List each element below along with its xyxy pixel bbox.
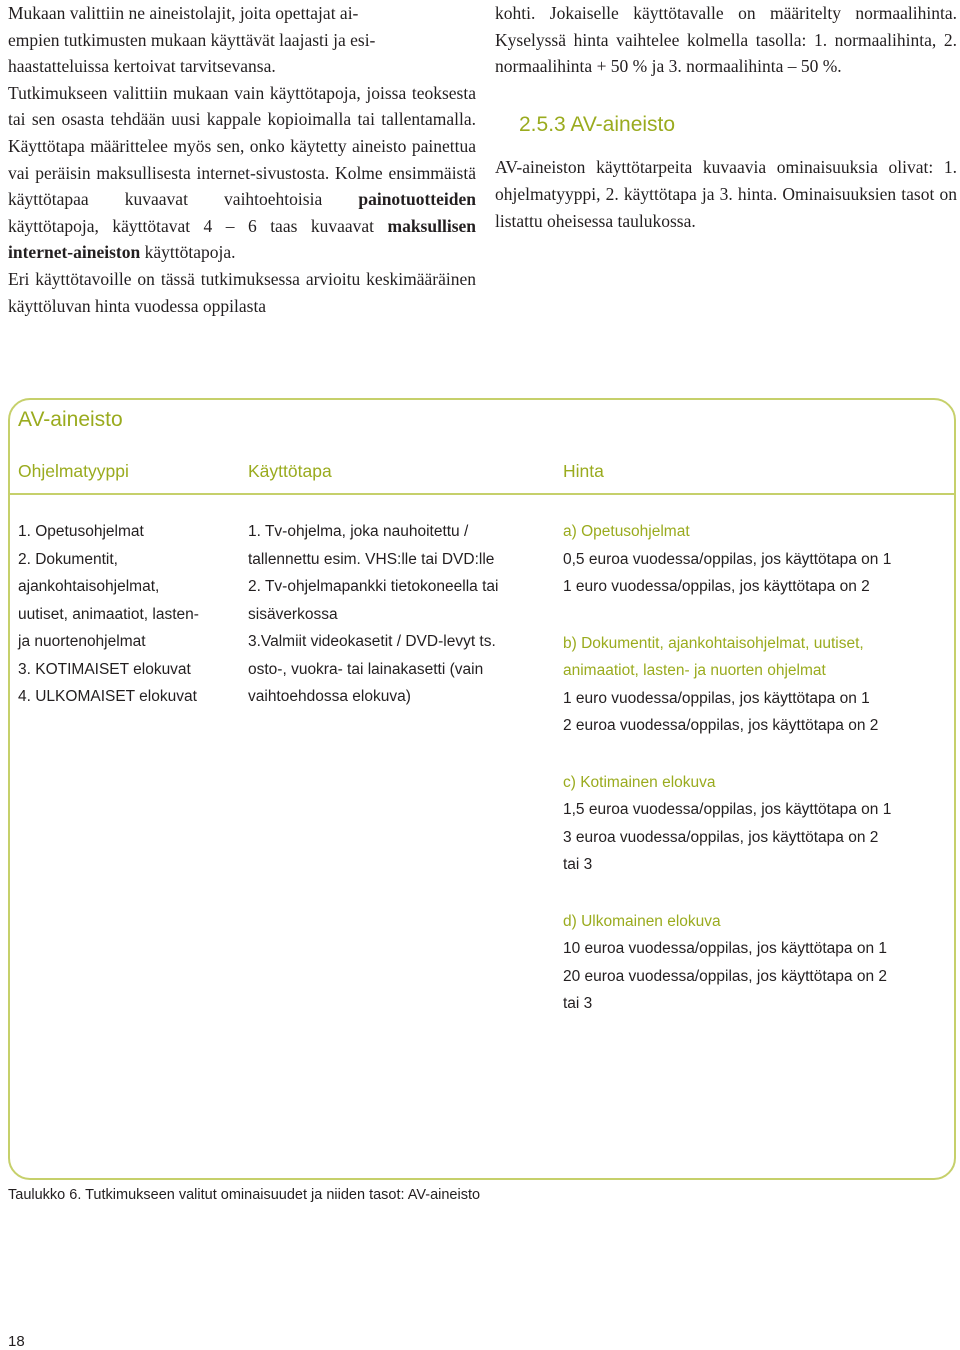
list-item: sisäverkossa: [248, 605, 338, 623]
list-item: 1. Opetusohjelmat: [18, 523, 144, 540]
price-line: tai 3: [563, 995, 593, 1012]
right-paragraph-2: AV-aineiston käyttötarpeita kuvaavia ominaisuuksia olivat: 1. ohjelmatyyppi, 2. käyttötapa ja 3. hinta. Ominaisuuksien tasot on listattu oheisessa taulukossa.: [495, 157, 957, 231]
bold-term: maksullisen internet-aineiston: [8, 215, 476, 263]
price-group-heading: b) Dokumentit, ajankohtaisohjelmat, uutiset,: [563, 634, 864, 652]
price-line: 3 euroa vuodessa/oppilas, jos käyttötapa on 2: [563, 828, 879, 846]
list-item: ja nuortenohjelmat: [18, 633, 146, 650]
list-item: 2. Dokumentit,: [18, 550, 118, 568]
list-item: 3.Valmiit videokasetit / DVD-levyt ts.: [248, 633, 496, 650]
table-caption: Taulukko 6. Tutkimukseen valitut ominaisuudet ja niiden tasot: AV-aineisto: [8, 1187, 481, 1203]
header-divider: [10, 493, 955, 495]
list-item: 2. Tv-ohjelmapankki tietokoneella tai: [248, 578, 499, 595]
list-item: uutiset, animaatiot, lasten-: [18, 605, 199, 623]
text-line: haastatteluissa kertoivat tarvitsevansa.: [8, 56, 276, 77]
text-line: Mukaan valittiin ne aineistolajit, joita opettajat ai-: [8, 3, 359, 23]
price-line: 0,5 euroa vuodessa/oppilas, jos käyttötapa on 1: [563, 550, 892, 568]
list-item: 3. KOTIMAISET elokuvat: [18, 660, 191, 678]
section-heading: 2.5.3 AV-aineisto: [519, 112, 676, 136]
text-run: Tutkimukseen valittiin mukaan vain käyttötapoja, joissa teoksesta tai sen osasta tehdään uusi kappale kopioimalla tai tallentamalla. Käyttötapa määrittelee myös sen, onko käytetty aineisto painettua vai peräisin maksullisesta internet-sivustosta. Kolme ensimmäistä käyttötapaa kuvaavat vaihtoehtoisia: [8, 82, 476, 210]
price-line: 10 euroa vuodessa/oppilas, jos käyttötapa on 1: [563, 940, 888, 957]
price-group-heading: animaatiot, lasten- ja nuorten ohjelmat: [563, 662, 826, 679]
right-text-column: [495, 0, 957, 234]
text-run: käyttötapoja.: [140, 242, 236, 263]
list-item: 1. Tv-ohjelma, joka nauhoitettu /: [248, 523, 469, 540]
left-text-column: [8, 0, 476, 319]
column-header-hinta: Hinta: [563, 461, 604, 481]
price-group-heading: a) Opetusohjelmat: [563, 523, 690, 540]
list-item: vaihtoehdossa elokuva): [248, 688, 411, 705]
price-group-heading: d) Ulkomainen elokuva: [563, 912, 721, 930]
list-item: osto-, vuokra- tai lainakasetti (vain: [248, 660, 484, 678]
column-header-kayttotapa: Käyttötapa: [248, 461, 332, 481]
bold-term: painotuotteiden: [358, 189, 476, 210]
price-line: 20 euroa vuodessa/oppilas, jos käyttötapa on 2: [563, 967, 888, 985]
list-item: tallennettu esim. VHS:lle tai DVD:lle: [248, 550, 495, 568]
left-paragraph-2: [8, 80, 476, 266]
column-header-ohjelmatyyppi: Ohjelmatyyppi: [18, 461, 129, 481]
price-line: tai 3: [563, 856, 593, 873]
price-group-heading: c) Kotimainen elokuva: [563, 773, 716, 791]
price-line: 1 euro vuodessa/oppilas, jos käyttötapa on 1: [563, 689, 870, 707]
ohjelmatyyppi-cell: [18, 518, 199, 711]
kayttotapa-cell: [248, 518, 498, 711]
hinta-cell: [563, 518, 891, 1018]
left-paragraph-1: [8, 0, 476, 80]
left-paragraph-3: Eri käyttötavoille on tässä tutkimuksessa arvioitu keskimääräinen käyttöluvan hinta vuodessa oppilasta: [8, 268, 476, 316]
list-item: 4. ULKOMAISET elokuvat: [18, 688, 197, 705]
right-paragraph-1: kohti. Jokaiselle käyttötavalle on määritelty normaalihinta. Kyselyssä hinta vaihtelee kolmella tasolla: 1. normaalihinta, 2. normaalihinta + 50 % ja 3. normaalihinta – 50 %.: [495, 3, 957, 77]
price-line: 2 euroa vuodessa/oppilas, jos käyttötapa on 2: [563, 717, 879, 734]
price-line: 1,5 euroa vuodessa/oppilas, jos käyttötapa on 1: [563, 801, 892, 818]
list-item: ajankohtaisohjelmat,: [18, 578, 160, 595]
price-line: 1 euro vuodessa/oppilas, jos käyttötapa on 2: [563, 578, 870, 595]
page-number: 18: [8, 1333, 25, 1350]
text-line: empien tutkimusten mukaan käyttävät laajasti ja esi-: [8, 29, 376, 50]
text-run: käyttötapoja, käyttötavat 4 – 6 taas kuvaavat: [8, 215, 388, 236]
table-title: AV-aineisto: [18, 408, 123, 431]
